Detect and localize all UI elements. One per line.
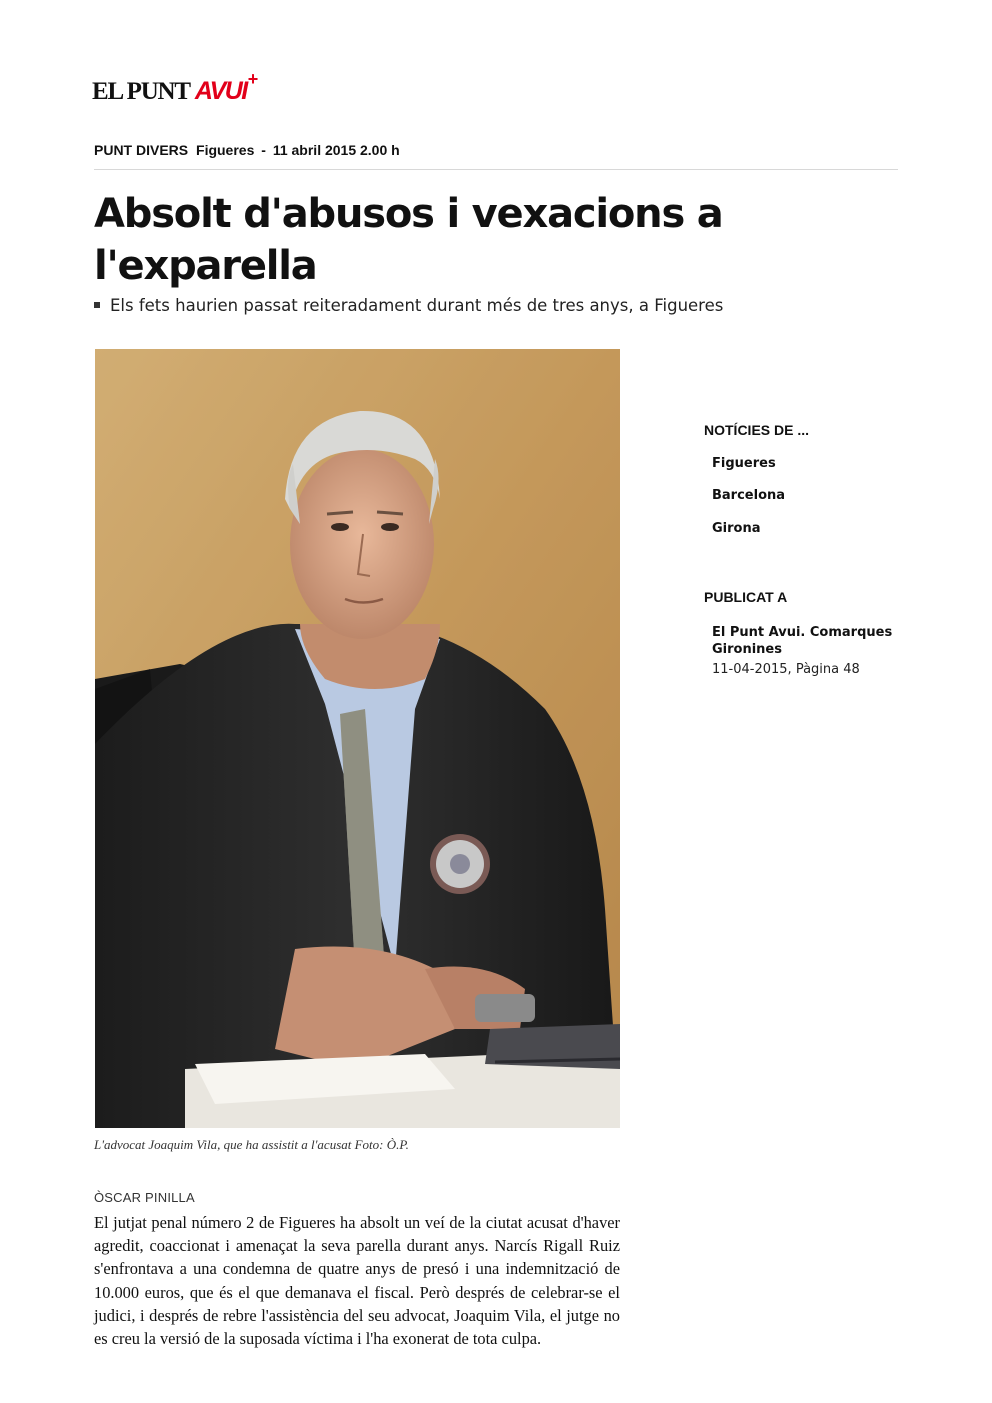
article-photo: [95, 349, 620, 1128]
publication-name[interactable]: El Punt Avui. Comarques Gironines: [712, 625, 893, 657]
site-logo[interactable]: [92, 69, 259, 105]
published-heading: PUBLICAT A: [704, 589, 788, 605]
article-subtitle-text: Els fets haurien passat reiteradament durant més de tres anys, a Figueres: [110, 296, 724, 315]
article-meta: [94, 142, 898, 170]
article-title: Absolt d'abusos i vexacions a l'exparella: [94, 191, 723, 289]
bullet-icon: [94, 302, 100, 308]
logo-text-avui: AVUI: [194, 77, 247, 105]
article-author: ÒSCAR PINILLA: [94, 1190, 195, 1205]
location-label: Figueres: [196, 142, 255, 158]
meta-separator: -: [261, 142, 266, 158]
article-body: El jutjat penal número 2 de Figueres ha absolt un veí de la ciutat acusat d'haver agredit, coaccionat i amenaçat la seva parella durant anys. Narcís Rigall Ruiz s'enfrontava a una condemna de quatre anys de presó i una indemnització de 10.000 euros, que és el que demanava el fiscal. Però després de celebrar-se el judici, i després de rebre l'assistència del seu advocat, Joaquim Vila, el jutge no es creu la versió de la suposada víctima i l'ha exonerat de tota culpa.: [94, 1213, 620, 1349]
article-datetime: 11 abril 2015 2.00 h: [272, 142, 400, 158]
photo-caption: L'advocat Joaquim Vila, que ha assistit a l'acusat Foto: Ò.P.: [94, 1137, 409, 1152]
logo-text-el-punt: EL PUNT: [92, 78, 190, 105]
logo-plus: +: [247, 69, 259, 89]
news-link-figueres[interactable]: Figueres: [712, 456, 776, 471]
news-link-barcelona[interactable]: Barcelona: [712, 488, 786, 503]
news-link-girona[interactable]: Girona: [712, 521, 761, 536]
section-label[interactable]: PUNT DIVERS: [94, 142, 189, 158]
news-heading: NOTÍCIES DE ...: [704, 422, 810, 438]
publication-date: 11-04-2015, Pàgina 48: [712, 662, 860, 677]
article-subtitle: [94, 296, 723, 315]
